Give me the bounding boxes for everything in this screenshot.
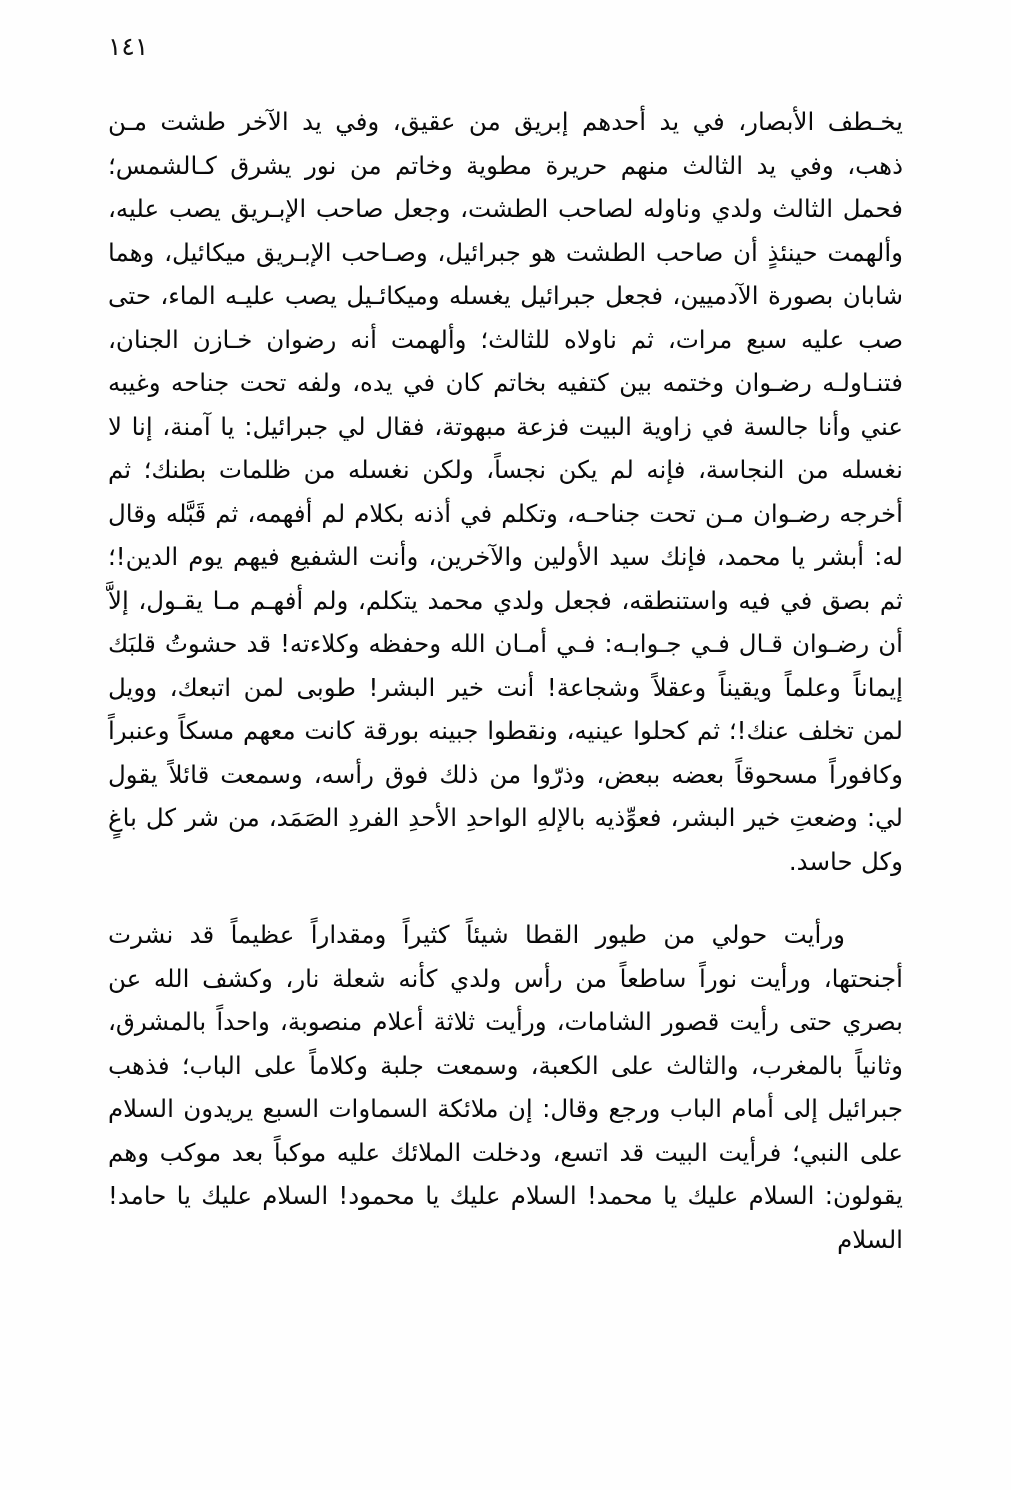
paragraph: ورأيت حولي من طيور القطا شيئاً كثيراً ومقداراً عظيماً قد نشرت أجنحتها، ورأيت نوراً ساطعاً من رأس ولدي كأنه شعلة نار، وكشف الله عن بصري حتى رأيت قصور الشامات، ورأيت ثلاثة أعلام منصوبة، واحداً بالمشرق، وثانياً بالمغرب، والثالث على الكعبة، وسمعت جلبة وكلاماً على الباب؛ فذهب جبرائيل إلى أمام الباب ورجع وقال: إن ملائكة السماوات السبع يريدون السلام على النبي؛ فرأيت البيت قد اتسع، ودخلت الملائك عليه موكباً بعد موكب وهم يقولون: السلام عليك يا محمد! السلام عليك يا محمود! السلام عليك يا حامد! السلام bbox=[108, 920, 903, 1254]
body-text-block bbox=[108, 100, 903, 1261]
paragraph: يخـطف الأبصار، في يد أحدهم إبريق من عقيق، وفي يد الآخر طشت مـن ذهب، وفي يد الثالث منهم حريرة مطوية وخاتم من نور يشرق كـالشمس؛ فحمل الثالث ولدي وناوله لصاحب الطشت، وجعل صاحب الإبـريق يصب عليه، وألهمت حينئذٍ أن صاحب الطشت هو جبرائيل، وصـاحب الإبـريق ميكائيل، وهما شابان بصورة الآدميين، فجعل جبرائيل يغسله وميكائـيل يصب عليـه الماء، حتى صب عليه سبع مرات، ثم ناولاه للثالث؛ وألهمت أنه رضوان خـازن الجنان، فتنـاولـه رضـوان وختمه بين كتفيه بخاتم كان في يده، ولفه تحت جناحه وغيبه عني وأنا جالسة في زاوية البيت فزعة مبهوتة، فقال لي جبرائيل: يا آمنة، إنا لا نغسله من النجاسة، فإنه لم يكن نجساً، ولكن نغسله من ظلمات بطنك؛ ثم أخرجه رضـوان مـن تحت جناحـه، وتكلم في أذنه بكلام لم أفهمه، ثم قَبَّله وقال له: أبشر يا محمد، فإنك سيد الأولين والآخرين، وأنت الشفيع فيهم يوم الدين!؛ ثم بصق في فيه واستنطقه، فجعل ولدي محمد يتكلم، ولم أفهـم مـا يقـول، إلاَّ أن رضـوان قـال فـي جـوابـه: فـي أمـان الله وحفظه وكلاءته! قد حشوتُ قلبَك إيماناً وعلماً ويقيناً وعقلاً وشجاعة! أنت خير البشر! طوبى لمن اتبعك، وويل لمن تخلف عنك!؛ ثم كحلوا عينيه، ونقطوا جبينه بورقة كانت معهم مسكاً وعنبراً وكافوراً مسحوقاً بعضه ببعض، وذرّوا من ذلك فوق رأسه، وسمعت قائلاً يقول لي: وضعتِ خير البشر، فعوِّذيه بالإلهِ الواحدِ الأحدِ الفردِ الصَمَد، من شر كل باغٍ وكل حاسد. bbox=[108, 107, 903, 876]
page-number: ١٤١ bbox=[108, 32, 149, 61]
